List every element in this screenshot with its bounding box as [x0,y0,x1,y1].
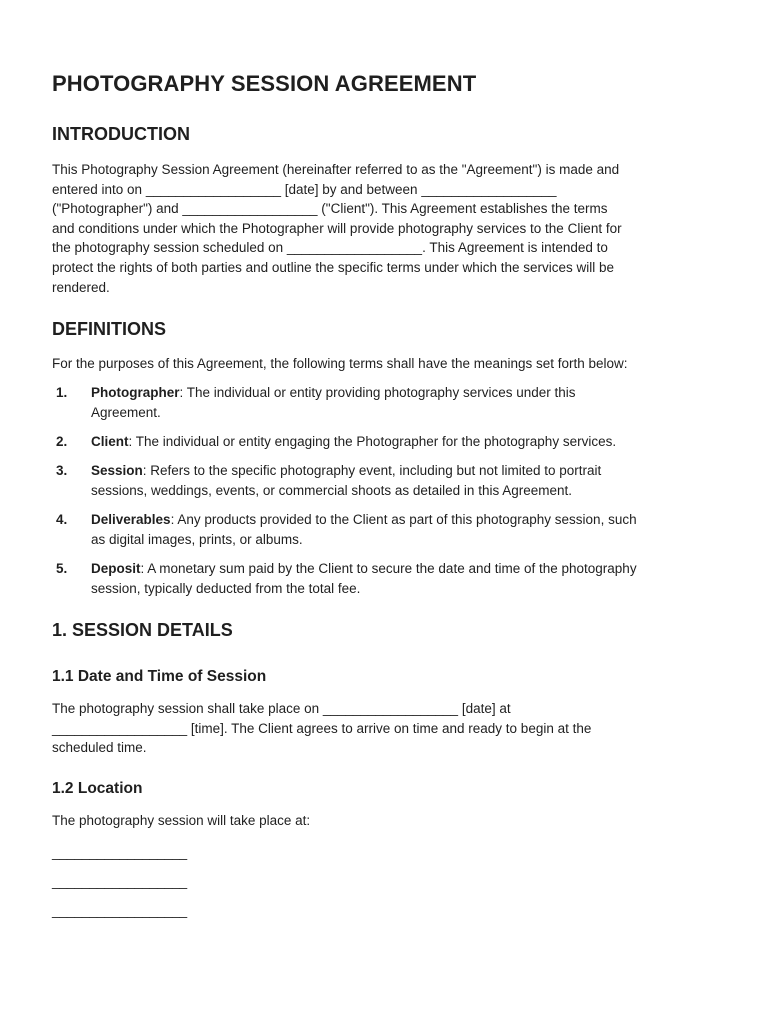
paragraph-line: the photography session scheduled on __________________. This Agreement is intended to [52,240,608,256]
definition-text [91,432,721,452]
definition-term: Deliverables [91,512,171,527]
paragraph-line: rendered. [52,279,110,295]
definition-term: Session [91,463,143,478]
paragraph-line: ("Photographer") and __________________ ("Client"). This Agreement establishes the terms [52,201,608,217]
definition-desc: : A monetary sum paid by the Client to secure the date and time of the photography [140,561,637,576]
list-number: 2. [56,434,68,449]
paragraph-line: This Photography Session Agreement (hereinafter referred to as the "Agreement") is made and [52,162,620,177]
introduction-heading: INTRODUCTION [52,124,190,144]
location-blank-line: __________________ [52,874,188,889]
location-heading: 1.2 Location [52,780,143,797]
definition-desc: : The individual or entity engaging the Photographer for the photography services. [128,434,617,449]
date-time-paragraph [52,699,716,758]
definition-text [91,559,721,598]
definition-desc: : Any products provided to the Client as part of this photography session, such [170,512,637,527]
list-number: 3. [56,463,68,478]
list-number: 4. [56,512,68,527]
paragraph-line: __________________ [time]. The Client agrees to arrive on time and ready to begin at the [52,720,592,736]
location-intro [52,811,716,831]
definition-term: Client [91,434,129,449]
paragraph-line: For the purposes of this Agreement, the following terms shall have the meanings set forth below: [52,356,628,371]
definition-desc-cont: sessions, weddings, events, or commercial shoots as detailed in this Agreement. [91,482,572,498]
definition-desc-cont: session, typically deducted from the total fee. [91,580,361,596]
definition-term: Deposit [91,561,141,576]
paragraph-line: entered into on __________________ [date] by and between __________________ [52,181,557,197]
introduction-paragraph [52,160,716,297]
paragraph-line: The photography session will take place at: [52,813,311,828]
location-blank-line: __________________ [52,845,188,860]
paragraph-line: and conditions under which the Photographer will provide photography services to the Client for [52,220,622,236]
definition-desc-cont: Agreement. [91,404,161,420]
document-title: PHOTOGRAPHY SESSION AGREEMENT [52,71,477,96]
definition-text [91,383,721,422]
session-details-heading: 1. SESSION DETAILS [52,620,233,640]
definition-term: Photographer [91,385,180,400]
list-number: 1. [56,385,68,400]
definition-desc: : Refers to the specific photography event, including but not limited to portrait [142,463,602,478]
definition-desc-cont: as digital images, prints, or albums. [91,531,303,547]
definitions-heading: DEFINITIONS [52,319,167,339]
paragraph-line: scheduled time. [52,740,147,756]
definition-text [91,461,721,500]
date-time-heading: 1.1 Date and Time of Session [52,668,267,685]
definition-text [91,510,721,549]
paragraph-line: The photography session shall take place on __________________ [date] at [52,701,511,716]
definitions-intro [52,354,716,374]
paragraph-line: protect the rights of both parties and outline the specific terms under which the services will be [52,259,615,275]
definition-desc: : The individual or entity providing photography services under this [179,385,576,400]
location-blank-line: __________________ [52,903,188,918]
list-number: 5. [56,561,68,576]
